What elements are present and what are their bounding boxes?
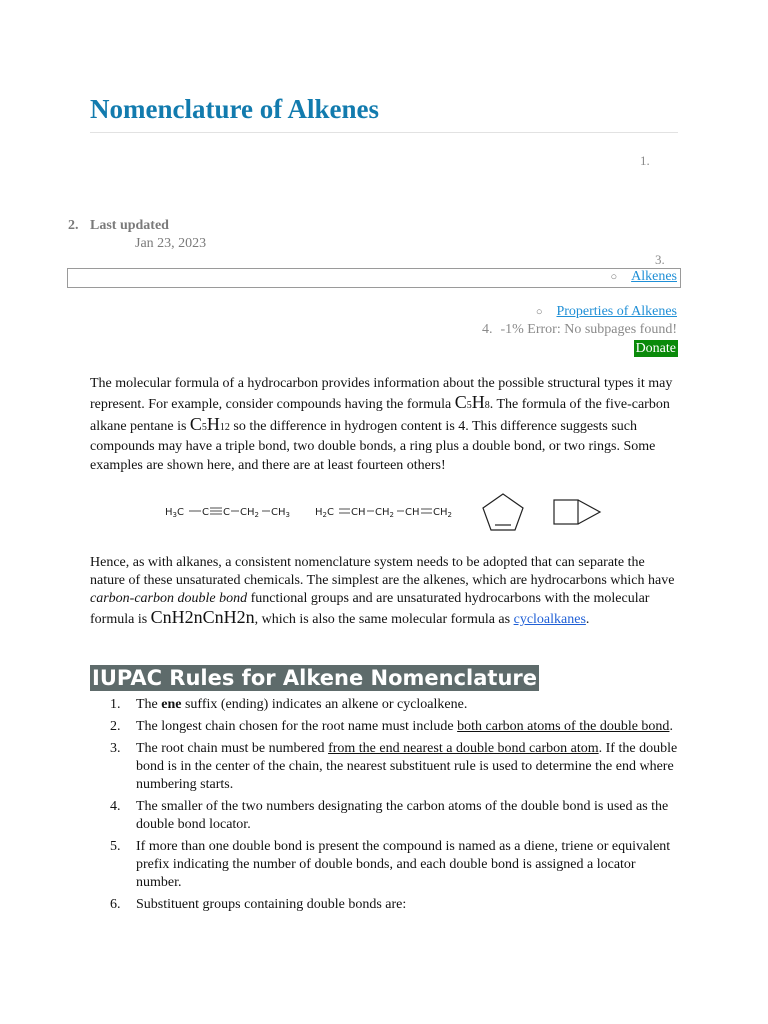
bicyclic-structure	[554, 500, 600, 524]
formula-sub: 5	[201, 422, 207, 433]
paragraph-text: , which is also the same molecular formula as	[254, 612, 514, 627]
list-item	[90, 798, 680, 834]
rule-text: Substituent groups containing double bonds are:	[136, 897, 407, 912]
list-number-2: 2.	[68, 218, 79, 233]
cycloalkanes-link[interactable]: cycloalkanes	[513, 612, 586, 627]
svg-text:CH: CH	[351, 507, 366, 518]
list-item	[90, 838, 680, 892]
bullet-icon: ○	[535, 306, 543, 318]
list-number: 6.	[110, 897, 121, 912]
last-updated-date: Jan 23, 2023	[135, 236, 207, 251]
paragraph-text: functional groups and are unsaturated hydrocarbons with the molecular formula is	[90, 591, 650, 627]
subpages-row	[482, 322, 677, 338]
formula-sub: 12	[219, 422, 230, 433]
title-divider	[90, 132, 678, 133]
list-item	[90, 718, 680, 736]
list-item	[90, 896, 680, 914]
svg-text:CH3: $CH_3$	[271, 507, 290, 519]
rule-text: The longest chain chosen for the root name must include	[136, 719, 458, 734]
svg-text:CH2: $CH_2$	[375, 507, 394, 519]
intro-text: The molecular formula of a hydrocarbon provides information about the possible structural types it may represent. For example, consider compounds having the formula	[90, 376, 673, 412]
formula-sub: 8	[484, 400, 490, 411]
breadcrumb-link-alkenes[interactable]: Alkenes	[631, 269, 677, 284]
list-number: 5.	[110, 839, 121, 854]
section-heading: IUPAC Rules for Alkene Nomenclature	[92, 666, 537, 690]
page-title: Nomenclature of Alkenes	[90, 94, 379, 124]
formula-sub: 5	[466, 400, 472, 411]
paragraph-text: .	[585, 612, 590, 627]
general-formula: CnH2nCnH2n	[150, 607, 255, 627]
donate-button[interactable]: Donate	[635, 341, 676, 356]
breadcrumb	[610, 269, 677, 285]
formula-h: H	[471, 392, 485, 412]
svg-text:H2C: $H_2C$	[315, 507, 334, 519]
pentyne-structure	[165, 507, 290, 519]
rule-text: . If the double bond is in the center of the chain, the nearest substituent rule is used to determine the end where numbering starts.	[136, 741, 678, 792]
rule-bold: ene	[161, 697, 182, 712]
list-number: 3.	[110, 741, 121, 756]
list-number: 2.	[110, 719, 121, 734]
bullet-icon: ○	[610, 271, 618, 283]
list-number-1: 1.	[640, 153, 650, 168]
svg-text:H3C: $H_3C$	[165, 507, 184, 519]
italic-term: carbon-carbon double bond	[90, 591, 248, 606]
cyclopentene-structure	[483, 494, 523, 530]
list-number: 4.	[110, 799, 121, 814]
alkene-paragraph	[90, 554, 680, 629]
intro-text: . The formula of the five-carbon alkane pentane is	[90, 397, 670, 434]
breadcrumb-box	[67, 268, 681, 288]
intro-text: so the difference in hydrogen content is 4. This difference suggests such compounds may have a triple bond, two double bonds, a ring plus a double bond, or two rings. Some examples are shown here, and there are at least fourteen others!	[90, 419, 656, 473]
list-item	[90, 740, 680, 794]
rule-text: The smaller of the two numbers designating the carbon atoms of the double bond is used as the double bond locator.	[136, 799, 669, 832]
subpages-error: -1% Error: No subpages found!	[500, 322, 677, 337]
structure-examples	[160, 488, 610, 534]
breadcrumb-link-properties[interactable]: Properties of Alkenes	[556, 304, 677, 319]
svg-text:C: C	[223, 507, 230, 518]
rule-underline: from the end nearest a double bond carbon atom	[328, 741, 599, 756]
rule-text: If more than one double bond is present the compound is named as a diene, triene or equivalent prefix indicating the number of double bonds, and each double bond is assigned a locator number.	[136, 839, 671, 890]
paragraph-text: Hence, as with alkanes, a consistent nomenclature system needs to be adopted that can separate the nature of these unsaturated chemicals. The simplest are the alkenes, which are hydrocarbons which have	[90, 555, 675, 588]
svg-text:CH2: $CH_2$	[240, 507, 259, 519]
list-item	[90, 696, 680, 714]
rules-list	[90, 696, 680, 918]
svg-text:CH2: $CH_2$	[433, 507, 452, 519]
formula-c: C	[454, 392, 467, 412]
list-number-4: 4.	[481, 322, 493, 337]
pentadiene-structure	[315, 507, 452, 519]
formula-h: H	[206, 414, 220, 434]
rule-underline: both carbon atoms of the double bond	[457, 719, 670, 734]
rule-text: .	[669, 719, 673, 734]
list-number-3: 3.	[655, 252, 665, 267]
svg-text:C: C	[202, 507, 209, 518]
rule-text: suffix (ending) indicates an alkene or cycloalkene.	[181, 697, 468, 712]
breadcrumb-sub	[536, 304, 677, 320]
rule-text: The	[136, 697, 162, 712]
intro-paragraph	[90, 374, 680, 475]
svg-text:CH: CH	[405, 507, 420, 518]
rule-text: The root chain must be numbered	[136, 741, 329, 756]
formula-c: C	[189, 414, 202, 434]
last-updated-label: Last updated	[90, 218, 169, 233]
list-number: 1.	[110, 697, 121, 712]
